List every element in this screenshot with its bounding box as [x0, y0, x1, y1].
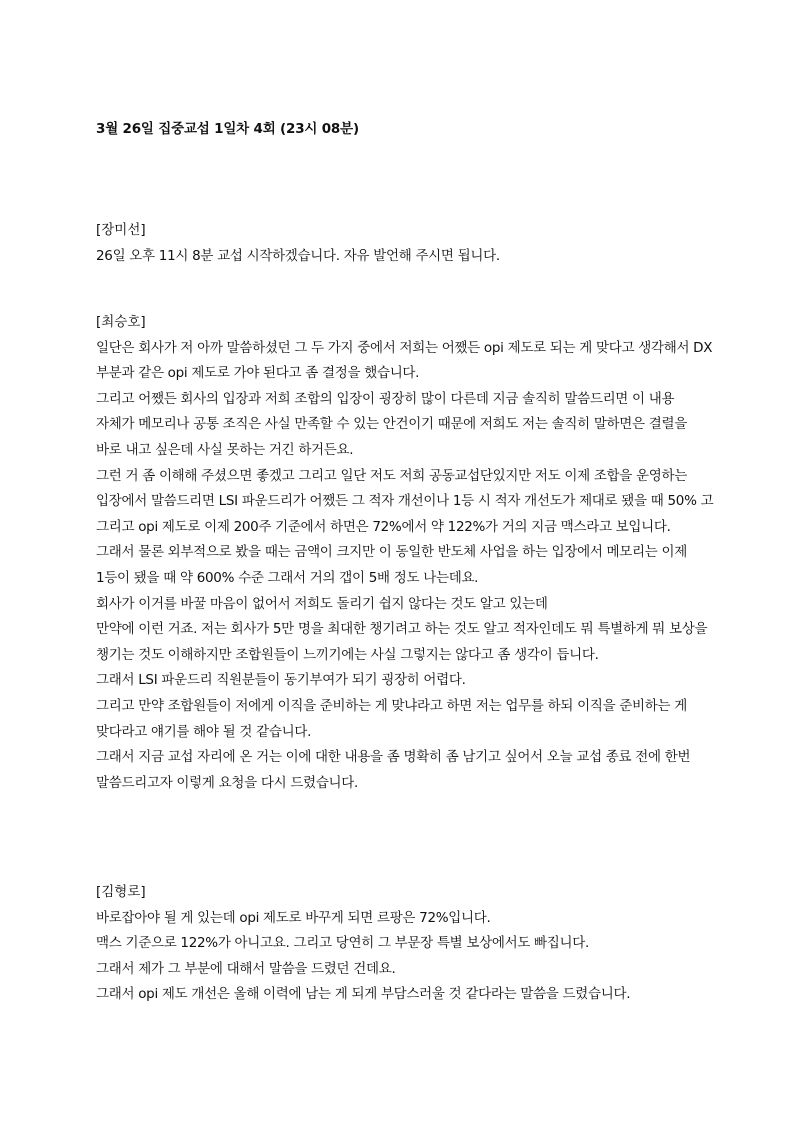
statement-paragraph: 26일 오후 11시 8분 교섭 시작하겠습니다. 자유 발언해 주시면 됩니다.	[96, 247, 500, 264]
speaker-section	[96, 218, 716, 269]
statement-paragraph: 그래서 물론 외부적으로 봤을 때는 금액이 크지만 이 동일한 반도체 사업을 하는 입장에서 메모리는 이제 1등이 됐을 때 약 600% 수준 그래서 거의 갭이 5배 정도 나는데요.	[96, 544, 687, 586]
statement-paragraph: 그리고 어쨌든 회사의 입장과 저희 조합의 입장이 굉장히 많이 다른데 지금 솔직히 말씀드리면 이 내용 자체가 메모리나 공통 조직은 사실 만족할 수 있는 안건이기 때문에 저희도 저는 솔직히 말하면은 결렬을 바로 내고 싶은데 사실 못하는 거긴 하거든요.	[96, 390, 687, 458]
statement-paragraph: 그래서 LSI 파운드리 직원분들이 동기부여가 되기 굉장히 어렵다.	[96, 672, 466, 689]
document-title: 3월 26일 집중교섭 1일차 4회 (23시 08분)	[96, 121, 359, 137]
statement-paragraph: 그래서 opi 제도 개선은 올해 이력에 남는 게 되게 부담스러울 것 같다라는 말씀을 드렸습니다.	[96, 986, 631, 1003]
speaker-section	[96, 310, 716, 796]
statement-paragraph: 그래서 제가 그 부분에 대해서 말씀을 드렸던 건데요.	[96, 960, 396, 977]
statement-paragraph: 그래서 지금 교섭 자리에 온 거는 이에 대한 내용을 좀 명확히 좀 남기고 싶어서 오늘 교섭 종료 전에 한번 말씀드리고자 이렇게 요청을 다시 드렸습니다.	[96, 749, 691, 791]
statement-paragraph: 맥스 기준으로 122%가 아니고요. 그리고 당연히 그 부문장 특별 보상에서도 빠집니다.	[96, 935, 590, 952]
speaker-name: [최승호]	[96, 314, 146, 330]
speaker-name: [장미선]	[96, 222, 146, 238]
statement-paragraph: 그리고 만약 조합원들이 저에게 이직을 준비하는 게 맞냐라고 하면 저는 업무를 하되 이직을 준비하는 게 맞다라고 얘기를 해야 될 것 같습니다.	[96, 697, 687, 740]
statement-paragraph: 바로잡아야 될 게 있는데 opi 제도로 바꾸게 되면 르팡은 72%입니다.	[96, 909, 491, 926]
speaker-section	[96, 880, 716, 1008]
statement-paragraph: 일단은 회사가 저 아까 말씀하셨던 그 두 가지 중에서 저희는 어쨌든 opi 제도로 되는 게 맞다고 생각해서 DX 부분과 같은 opi 제도로 가야 된다고 좀 결정을 했습니다.	[96, 339, 713, 382]
statement-paragraph: 회사가 이거를 바꿀 마음이 없어서 저희도 돌리기 쉽지 않다는 것도 알고 있는데	[96, 595, 548, 612]
speaker-name: [김형로]	[96, 884, 146, 900]
statement-paragraph: 만약에 이런 거죠. 저는 회사가 5만 명을 최대한 챙기려고 하는 것도 알고 적자인데도 뭐 특별하게 뭐 보상을 챙기는 것도 이해하지만 조합원들이 느끼기에는 사실 그렇지는 않다고 좀 생각이 듭니다.	[96, 621, 708, 663]
statement-paragraph: 그런 거 좀 이해해 주셨으면 좋겠고 그리고 일단 저도 저희 공동교섭단있지만 저도 이제 조합을 운영하는 입장에서 말씀드리면 LSI 파운드리가 어쨌든 그 적자 개선이나 1등 시 적자 개선도가 제대로 됐을 때 50% 고 그리고 opi 제도로 이제 200주 기준에서 하면은 72%에서 약 122%가 거의 지금 맥스라고 보입니다.	[96, 467, 714, 535]
